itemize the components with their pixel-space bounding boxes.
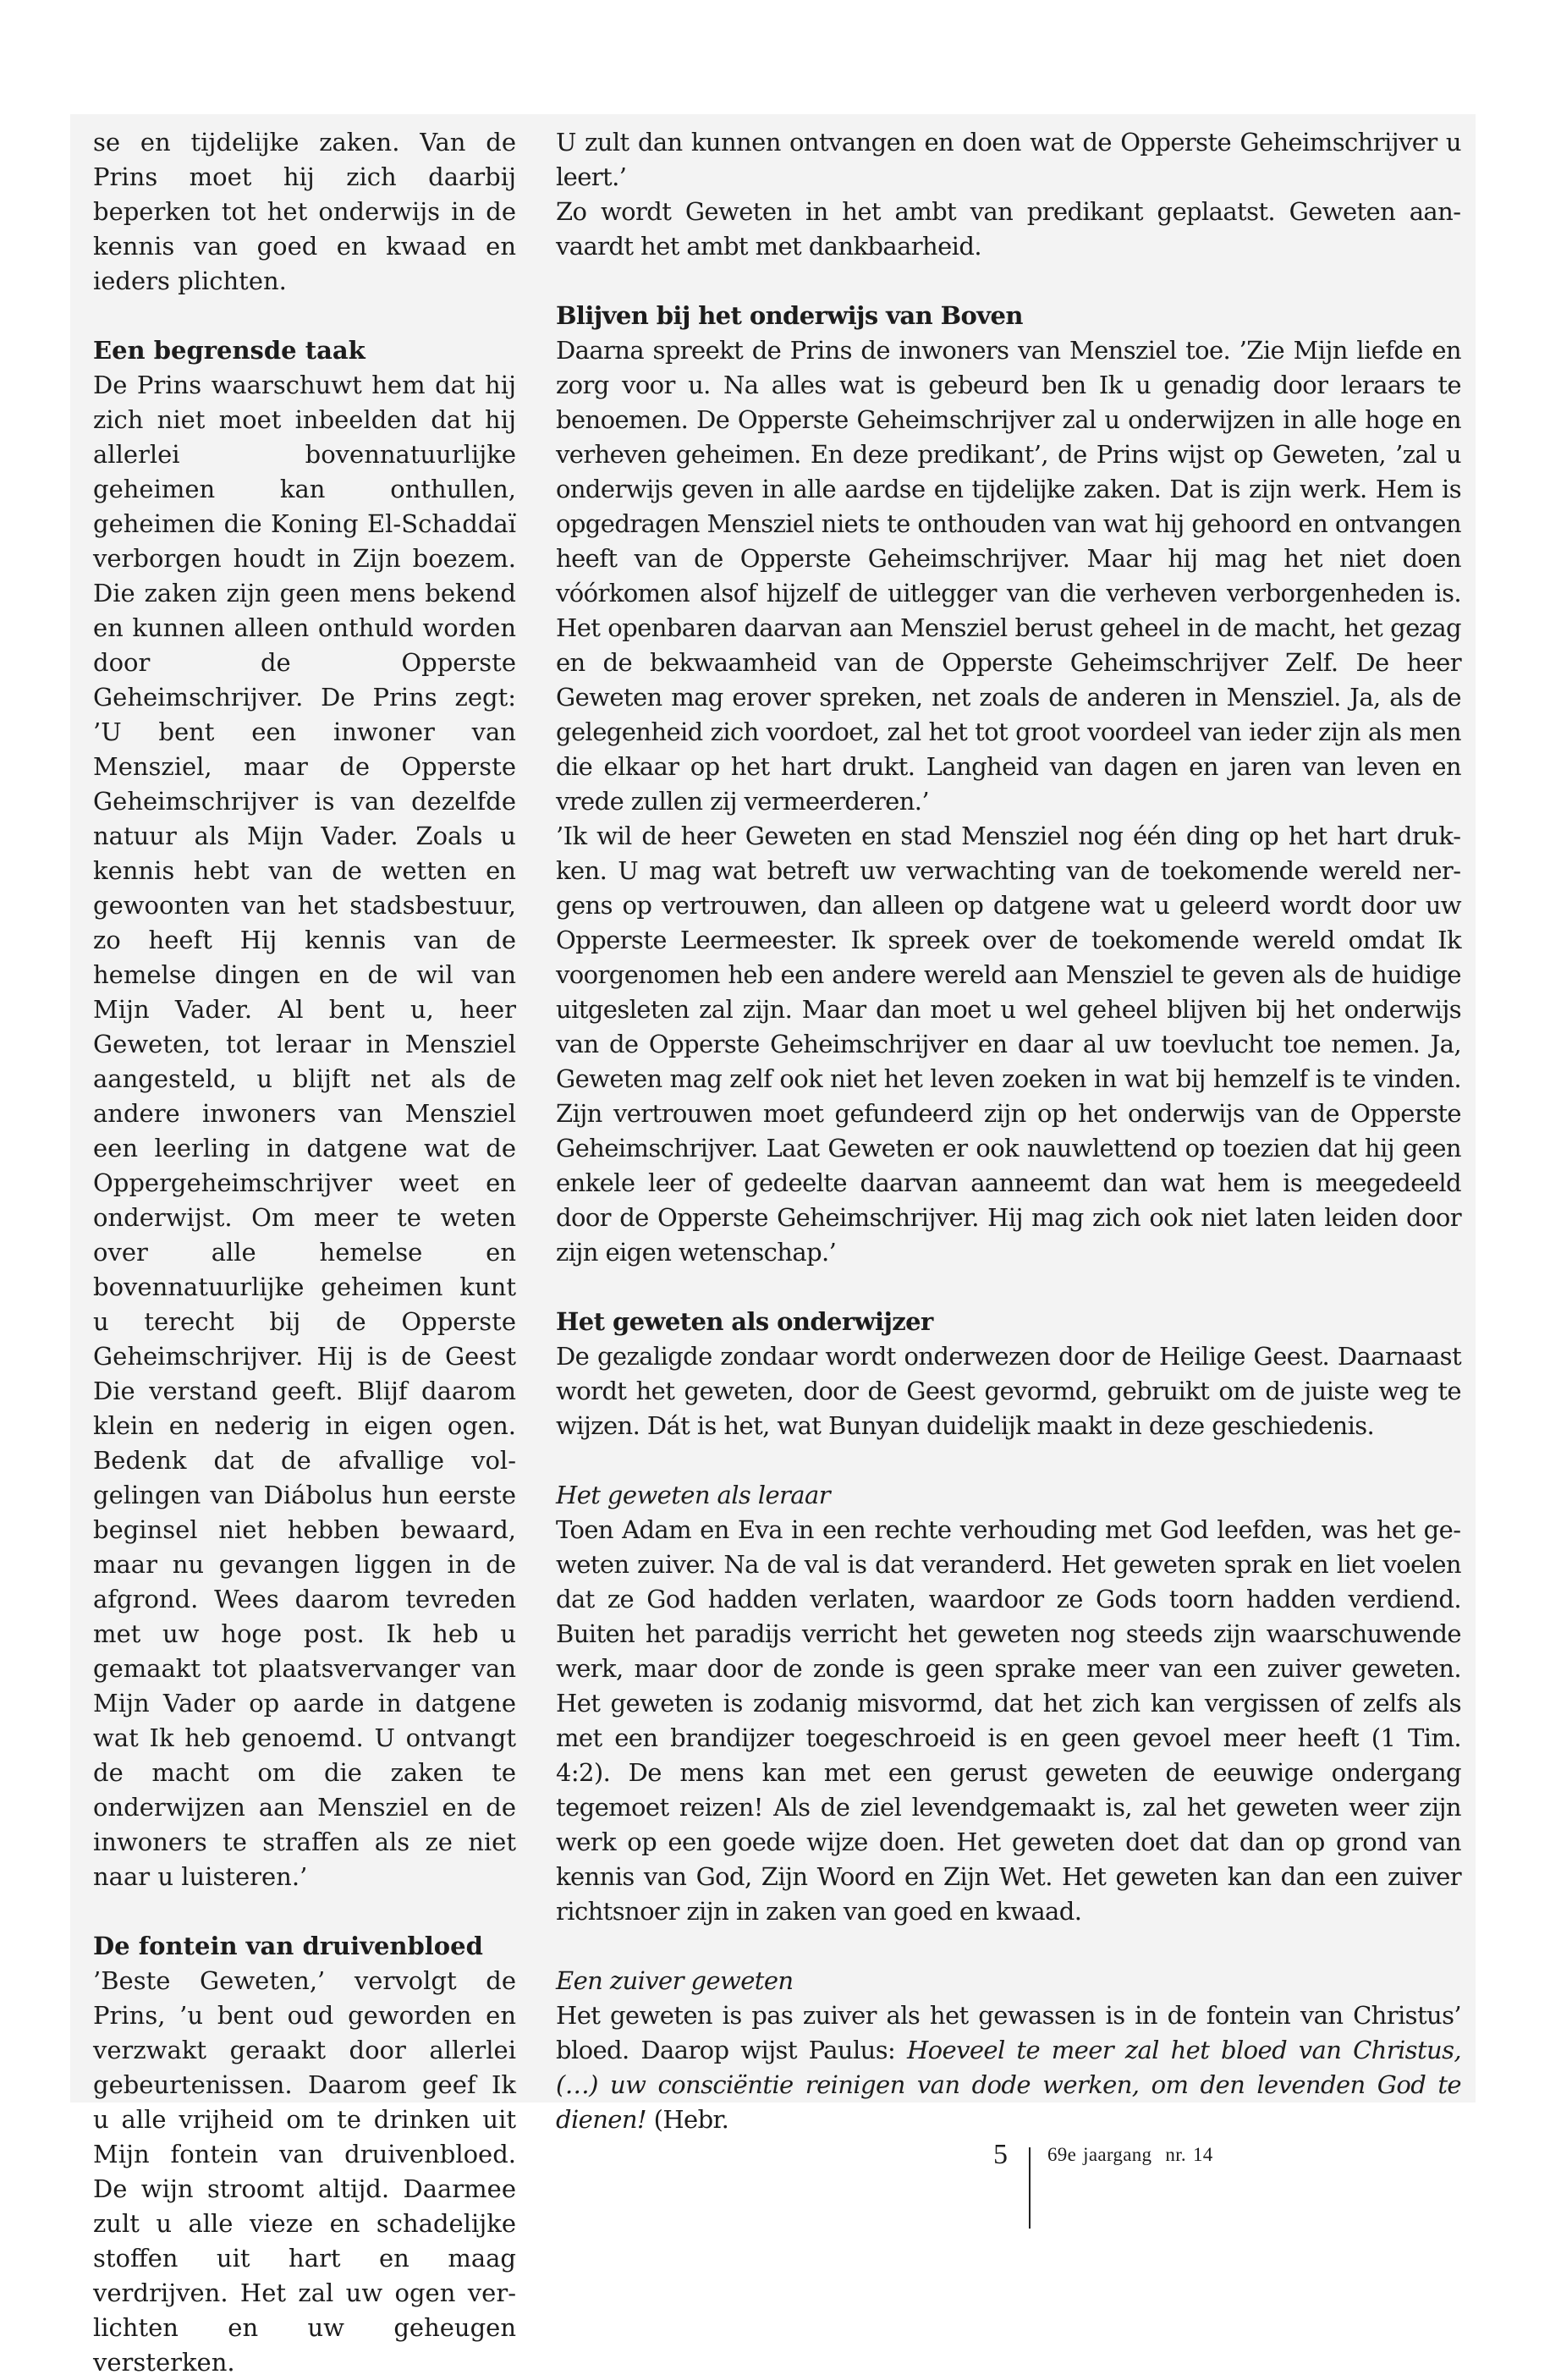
section-heading: Blijven bij het onderwijs van Boven [556,301,1023,330]
section-heading: Een begrensde taak [93,336,366,365]
intro-paragraph: U zult dan kunnen ontvangen en doen wat de Opperste Geheimschrijver u leert.’ [556,128,1461,191]
intro-paragraph: se en tijdelijke zaken. Van de Prins moet hij zich daarbij beperken tot het onderwijs in de kennis van goed en kwaad en ieders plichten. [93,128,516,295]
page-number: 5 [993,2139,1008,2170]
issue-label: 69e jaargang nr. 14 [1047,2144,1213,2165]
section-body: ’Beste Geweten,’ vervolgt de Prins, ’u bent oud geworden en verzwakt geraakt door allerlei gebeurtenissen. Daarom geef Ik u alle vrijheid om te drinken uit Mijn fontein van druivenbloed. De wijn stroomt altijd. Daarmee zult u alle vieze en schadelijke stoffen uit hart en maag verdrijven. Het zal uw ogen verlichten en uw geheugen versterken. [93,1966,516,2377]
body-text: (Hebr. [646,2105,729,2134]
footer-divider [1029,2147,1031,2229]
subsection-body [556,1998,1461,2137]
section-heading: De fontein van druivenbloed [93,1932,483,1960]
spacer [556,264,1461,299]
spacer [556,1270,1461,1305]
left-column [93,125,516,2380]
section-body: Daarna spreekt de Prins de inwoners van Mensziel toe. ’Zie Mijn liefde en zorg voor u. Na alles wat is gebeurd ben Ik u genadig door leraars te benoemen. De Opperste Geheimschrijver zal u onderwijzen in alle hoge en verheven geheimen. En deze predikant’, de Prins wijst op Geweten, ’zal u onderwijs geven in alle aardse en tijdelijke zaken. Dat is zijn werk. Hem is opgedragen Mensziel niets te onthouden van wat hij gehoord en ontvangen heeft van de Opperste Geheimschrijver. Maar hij mag het niet doen vóórkomen alsof hijzelf de uitlegger van die verheven verborgenheden is. Het openbaren daarvan aan Mensziel berust geheel in de macht, het gezag en de bekwaamheid van de Opperste Geheimschrijver Zelf. De heer Geweten mag erover spreken, net zoals de anderen in Mensziel. Ja, als de gelegenheid zich voordoet, zal het tot groot voordeel van ieder zijn als men die elkaar op het hart drukt. Langheid van dagen en jaren van leven en vrede zullen zij vermeerderen.’ [556,336,1461,816]
spacer [93,1894,516,1929]
spacer [93,299,516,333]
subsection-heading: Het geweten als leraar [556,1481,830,1509]
subsection-heading: Een zuiver geweten [556,1966,794,1995]
section-heading: Het geweten als onderwijzer [556,1307,933,1336]
subsection-body: Toen Adam en Eva in een rechte verhouding met God leefden, was het geweten zuiver. Na de val is dat veranderd. Het geweten sprak en liet voelen dat ze God hadden verlaten, waardoor ze Gods toorn hadden verdiend. Buiten het paradijs verricht het geweten nog steeds zijn waarschuwende werk, maar door de zonde is geen sprake meer van een zuiver geweten. Het geweten is zodanig misvormd, dat het zich kan vergissen of zelfs als met een brandijzer toegeschroeid is en geen gevoel meer heeft (1 Tim. 4:2). De mens kan met een gerust geweten de eeuwige ondergang tegemoet reizen! Als de ziel levendgemaakt is, zal het geweten weer zijn werk op een goede wijze doen. Het geweten doet dat dan op grond van kennis van God, Zijn Woord en Zijn Wet. Het geweten kan dan een zuiver richtsnoer zijn in zaken van goed en kwaad. [556,1515,1461,1926]
right-column [556,125,1461,2137]
spacer [556,1443,1461,1478]
section-body: De gezaligde zondaar wordt onderwezen door de Heilige Geest. Daarnaast wordt het geweten, door de Geest gevormd, gebruikt om de juiste weg te wijzen. Dát is het, wat Bunyan duidelijk maakt in deze geschiedenis. [556,1342,1461,1440]
scripture-quote: Hoeveel te meer zal het bloed van Christus, (…) uw consciëntie reinigen van dode werken, om den levenden God te dienen! [556,2036,1461,2134]
section-body: De Prins waarschuwt hem dat hij zich niet moet inbeelden dat hij allerlei bovennatuurlijke geheimen kan onthullen, geheimen die Koning El-Schaddaï verborgen houdt in Zijn boezem. Die zaken zijn geen mens bekend en kunnen alleen onthuld worden door de Opperste Geheimschrijver. De Prins zegt: ’U bent een inwoner van Mensziel, maar de Opperste Geheimschrijver is van dezelfde natuur als Mijn Vader. Zoals u kennis hebt van de wetten en gewoonten van het stadsbestuur, zo heeft Hij kennis van de hemelse dingen en de wil van Mijn Vader. Al bent u, heer Geweten, tot leraar in Mensziel aangesteld, u blijft net als de andere inwoners van Mensziel een leerling in datgene wat de Oppergeheimschrijver weet en onderwijst. Om meer te weten over alle hemelse en bovennatuurlijke geheimen kunt u terecht bij de Opperste Geheimschrijver. Hij is de Geest Die verstand geeft. Blijf daarom klein en nederig in eigen ogen. Bedenk dat de afvallige volgelingen van Diábolus hun eerste beginsel niet hebben bewaard, maar nu gevangen liggen in de afgrond. Wees daarom tevreden met uw hoge post. Ik heb u gemaakt tot plaatsvervanger van Mijn Vader op aarde in datgene wat Ik heb genoemd. U ontvangt de macht om die zaken te onderwijzen aan Mensziel en de inwoners te straffen als ze niet naar u luisteren.’ [93,371,516,1891]
intro-paragraph: Zo wordt Geweten in het ambt van predikant geplaatst. Geweten aanvaardt het ambt met dankbaarheid. [556,197,1461,261]
section-body: ’Ik wil de heer Geweten en stad Mensziel nog één ding op het hart drukken. U mag wat betreft uw verwachting van de toekomende wereld nergens op vertrouwen, dan alleen op datgene wat u geleerd wordt door uw Opperste Leermeester. Ik spreek over de toekomende wereld omdat Ik voorgenomen heb een andere wereld aan Mensziel te geven als de huidige uitgesleten zal zijn. Maar dan moet u wel geheel blijven bij het onderwijs van de Opperste Geheimschrijver en daar al uw toevlucht toe nemen. Ja, Geweten mag zelf ook niet het leven zoeken in wat bij hemzelf is te vinden. Zijn vertrouwen moet gefundeerd zijn op het onderwijs van de Opperste Geheimschrijver. Laat Geweten er ook nauwlettend op toezien dat hij geen enkele leer of gedeelte daarvan aanneemt dan wat hem is meegedeeld door de Opperste Geheimschrijver. Hij mag zich ook niet laten leiden door zijn eigen wetenschap.’ [556,822,1461,1267]
spacer [556,1929,1461,1964]
body-text: Het geweten is pas zuiver als het gewassen is in de fontein van Christus’ bloed. Daarop wijst Paulus: [556,2001,1461,2064]
